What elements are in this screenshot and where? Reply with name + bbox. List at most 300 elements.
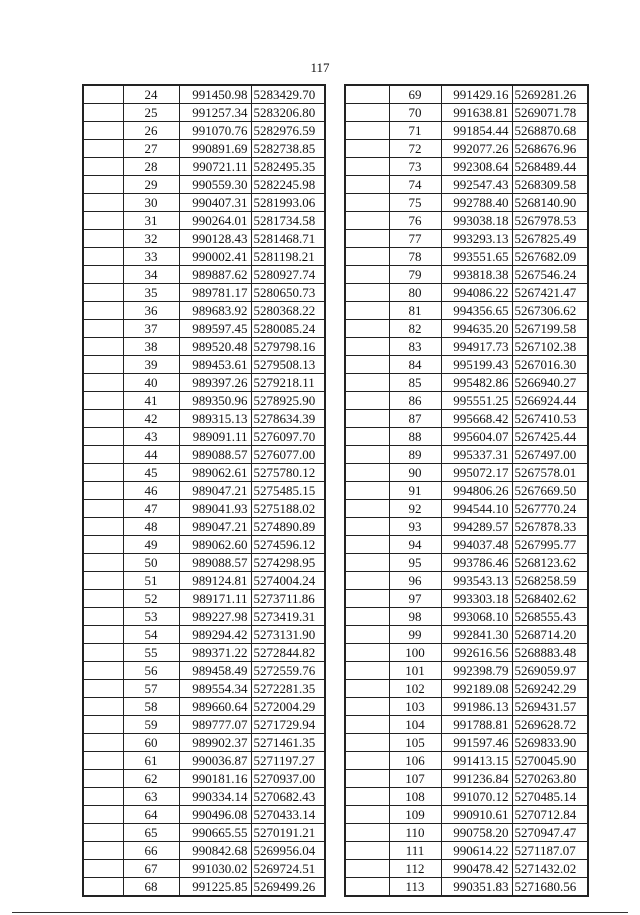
- y-coordinate-cell: 5267410.53: [512, 410, 588, 428]
- empty-cell: [345, 770, 389, 788]
- empty-cell: [83, 140, 123, 158]
- point-number-cell: 60: [123, 734, 179, 752]
- empty-cell: [345, 338, 389, 356]
- empty-cell: [345, 158, 389, 176]
- y-coordinate-cell: 5267425.44: [512, 428, 588, 446]
- empty-cell: [345, 590, 389, 608]
- table-row: [345, 626, 588, 644]
- x-coordinate-cell: 989227.98: [179, 608, 251, 626]
- empty-cell: [345, 608, 389, 626]
- x-coordinate-cell: 995072.17: [441, 464, 512, 482]
- point-number-cell: 70: [389, 104, 441, 122]
- table-row: [83, 140, 325, 158]
- empty-cell: [83, 284, 123, 302]
- x-coordinate-cell: 989554.34: [179, 680, 251, 698]
- empty-cell: [345, 536, 389, 554]
- point-number-cell: 74: [389, 176, 441, 194]
- x-coordinate-cell: 991236.84: [441, 770, 512, 788]
- y-coordinate-cell: 5270263.80: [512, 770, 588, 788]
- x-coordinate-cell: 991257.34: [179, 104, 251, 122]
- y-coordinate-cell: 5267306.62: [512, 302, 588, 320]
- y-coordinate-cell: 5269059.97: [512, 662, 588, 680]
- table-row: [83, 464, 325, 482]
- table-row: [83, 662, 325, 680]
- point-number-cell: 25: [123, 104, 179, 122]
- table-row: [345, 320, 588, 338]
- empty-cell: [345, 824, 389, 842]
- empty-cell: [345, 878, 389, 897]
- x-coordinate-cell: 989453.61: [179, 356, 251, 374]
- table-row: [83, 572, 325, 590]
- point-number-cell: 56: [123, 662, 179, 680]
- table-row: [345, 284, 588, 302]
- y-coordinate-cell: 5272559.76: [251, 662, 325, 680]
- table-row: [345, 158, 588, 176]
- x-coordinate-cell: 991070.12: [441, 788, 512, 806]
- y-coordinate-cell: 5267497.00: [512, 446, 588, 464]
- point-number-cell: 33: [123, 248, 179, 266]
- point-number-cell: 31: [123, 212, 179, 230]
- x-coordinate-cell: 992077.26: [441, 140, 512, 158]
- empty-cell: [345, 788, 389, 806]
- point-number-cell: 106: [389, 752, 441, 770]
- point-number-cell: 79: [389, 266, 441, 284]
- table-row: [345, 572, 588, 590]
- y-coordinate-cell: 5269956.04: [251, 842, 325, 860]
- table-row: [83, 536, 325, 554]
- y-coordinate-cell: 5270045.90: [512, 752, 588, 770]
- table-row: [345, 302, 588, 320]
- x-coordinate-cell: 989660.64: [179, 698, 251, 716]
- empty-cell: [345, 464, 389, 482]
- x-coordinate-cell: 993818.38: [441, 266, 512, 284]
- empty-cell: [345, 374, 389, 392]
- point-number-cell: 82: [389, 320, 441, 338]
- point-number-cell: 50: [123, 554, 179, 572]
- x-coordinate-cell: 994037.48: [441, 536, 512, 554]
- empty-cell: [83, 248, 123, 266]
- x-coordinate-cell: 989171.11: [179, 590, 251, 608]
- y-coordinate-cell: 5267825.49: [512, 230, 588, 248]
- y-coordinate-cell: 5275188.02: [251, 500, 325, 518]
- y-coordinate-cell: 5282976.59: [251, 122, 325, 140]
- point-number-cell: 65: [123, 824, 179, 842]
- table-row: [83, 734, 325, 752]
- point-number-cell: 100: [389, 644, 441, 662]
- x-coordinate-cell: 989088.57: [179, 554, 251, 572]
- table-row: [83, 788, 325, 806]
- point-number-cell: 64: [123, 806, 179, 824]
- table-row: [83, 680, 325, 698]
- point-number-cell: 95: [389, 554, 441, 572]
- point-number-cell: 35: [123, 284, 179, 302]
- x-coordinate-cell: 994917.73: [441, 338, 512, 356]
- point-number-cell: 58: [123, 698, 179, 716]
- point-number-cell: 94: [389, 536, 441, 554]
- empty-cell: [83, 482, 123, 500]
- y-coordinate-cell: 5279218.11: [251, 374, 325, 392]
- point-number-cell: 78: [389, 248, 441, 266]
- y-coordinate-cell: 5274298.95: [251, 554, 325, 572]
- point-number-cell: 98: [389, 608, 441, 626]
- x-coordinate-cell: 994086.22: [441, 284, 512, 302]
- empty-cell: [83, 698, 123, 716]
- y-coordinate-cell: 5279508.13: [251, 356, 325, 374]
- x-coordinate-cell: 990665.55: [179, 824, 251, 842]
- x-coordinate-cell: 989371.22: [179, 644, 251, 662]
- point-number-cell: 97: [389, 590, 441, 608]
- point-number-cell: 93: [389, 518, 441, 536]
- table-row: [345, 176, 588, 194]
- table-row: [83, 266, 325, 284]
- x-coordinate-cell: 995604.07: [441, 428, 512, 446]
- empty-cell: [83, 158, 123, 176]
- empty-cell: [345, 85, 389, 104]
- empty-cell: [345, 410, 389, 428]
- x-coordinate-cell: 995668.42: [441, 410, 512, 428]
- empty-cell: [83, 122, 123, 140]
- y-coordinate-cell: 5281468.71: [251, 230, 325, 248]
- point-number-cell: 103: [389, 698, 441, 716]
- x-coordinate-cell: 995337.31: [441, 446, 512, 464]
- empty-cell: [345, 104, 389, 122]
- y-coordinate-cell: 5267199.58: [512, 320, 588, 338]
- empty-cell: [345, 248, 389, 266]
- empty-cell: [83, 320, 123, 338]
- table-row: [83, 770, 325, 788]
- table-row: [83, 392, 325, 410]
- table-row: [83, 194, 325, 212]
- table-row: [83, 518, 325, 536]
- point-number-cell: 86: [389, 392, 441, 410]
- empty-cell: [345, 230, 389, 248]
- empty-cell: [345, 572, 389, 590]
- empty-cell: [83, 752, 123, 770]
- x-coordinate-cell: 993303.18: [441, 590, 512, 608]
- empty-cell: [83, 194, 123, 212]
- table-row: [83, 644, 325, 662]
- table-row: [83, 482, 325, 500]
- y-coordinate-cell: 5269242.29: [512, 680, 588, 698]
- x-coordinate-cell: 990036.87: [179, 752, 251, 770]
- point-number-cell: 27: [123, 140, 179, 158]
- y-coordinate-cell: 5281734.58: [251, 212, 325, 230]
- y-coordinate-cell: 5274890.89: [251, 518, 325, 536]
- table-row: [345, 212, 588, 230]
- y-coordinate-cell: 5267102.38: [512, 338, 588, 356]
- x-coordinate-cell: 990559.30: [179, 176, 251, 194]
- page-number: 117: [310, 60, 330, 75]
- y-coordinate-cell: 5267978.53: [512, 212, 588, 230]
- table-row: [345, 482, 588, 500]
- x-coordinate-cell: 990478.42: [441, 860, 512, 878]
- y-coordinate-cell: 5274004.24: [251, 572, 325, 590]
- empty-cell: [345, 860, 389, 878]
- empty-cell: [345, 716, 389, 734]
- table-row: [83, 374, 325, 392]
- point-number-cell: 112: [389, 860, 441, 878]
- y-coordinate-cell: 5276077.00: [251, 446, 325, 464]
- point-number-cell: 89: [389, 446, 441, 464]
- table-row: [83, 248, 325, 266]
- x-coordinate-cell: 990614.22: [441, 842, 512, 860]
- y-coordinate-cell: 5267669.50: [512, 482, 588, 500]
- empty-cell: [345, 806, 389, 824]
- table-row: [345, 878, 588, 897]
- y-coordinate-cell: 5267016.30: [512, 356, 588, 374]
- y-coordinate-cell: 5273131.90: [251, 626, 325, 644]
- point-number-cell: 66: [123, 842, 179, 860]
- point-number-cell: 41: [123, 392, 179, 410]
- point-number-cell: 113: [389, 878, 441, 897]
- empty-cell: [83, 428, 123, 446]
- y-coordinate-cell: 5272004.29: [251, 698, 325, 716]
- point-number-cell: 54: [123, 626, 179, 644]
- x-coordinate-cell: 990496.08: [179, 806, 251, 824]
- x-coordinate-cell: 989520.48: [179, 338, 251, 356]
- point-number-cell: 96: [389, 572, 441, 590]
- point-number-cell: 84: [389, 356, 441, 374]
- table-row: [83, 878, 325, 897]
- coordinate-table-left: [82, 84, 326, 897]
- table-row: [83, 842, 325, 860]
- x-coordinate-cell: 990910.61: [441, 806, 512, 824]
- point-number-cell: 30: [123, 194, 179, 212]
- table-row: [83, 806, 325, 824]
- point-number-cell: 105: [389, 734, 441, 752]
- y-coordinate-cell: 5271432.02: [512, 860, 588, 878]
- x-coordinate-cell: 991429.16: [441, 85, 512, 104]
- empty-cell: [345, 266, 389, 284]
- table-row: [83, 284, 325, 302]
- point-number-cell: 102: [389, 680, 441, 698]
- empty-cell: [83, 500, 123, 518]
- x-coordinate-cell: 989902.37: [179, 734, 251, 752]
- empty-cell: [83, 590, 123, 608]
- table-row: [345, 104, 588, 122]
- y-coordinate-cell: 5275485.15: [251, 482, 325, 500]
- point-number-cell: 47: [123, 500, 179, 518]
- x-coordinate-cell: 994544.10: [441, 500, 512, 518]
- y-coordinate-cell: 5270712.84: [512, 806, 588, 824]
- table-row: [345, 860, 588, 878]
- empty-cell: [83, 176, 123, 194]
- x-coordinate-cell: 990351.83: [441, 878, 512, 897]
- point-number-cell: 43: [123, 428, 179, 446]
- point-number-cell: 72: [389, 140, 441, 158]
- point-number-cell: 69: [389, 85, 441, 104]
- empty-cell: [345, 518, 389, 536]
- empty-cell: [83, 104, 123, 122]
- y-coordinate-cell: 5271680.56: [512, 878, 588, 897]
- table-row: [83, 302, 325, 320]
- y-coordinate-cell: 5266924.44: [512, 392, 588, 410]
- empty-cell: [83, 572, 123, 590]
- x-coordinate-cell: 989315.13: [179, 410, 251, 428]
- table-row: [83, 500, 325, 518]
- x-coordinate-cell: 989350.96: [179, 392, 251, 410]
- empty-cell: [345, 842, 389, 860]
- point-number-cell: 24: [123, 85, 179, 104]
- table-row: [83, 626, 325, 644]
- point-number-cell: 37: [123, 320, 179, 338]
- table-row: [83, 176, 325, 194]
- x-coordinate-cell: 989458.49: [179, 662, 251, 680]
- empty-cell: [83, 212, 123, 230]
- table-row: [345, 842, 588, 860]
- y-coordinate-cell: 5270433.14: [251, 806, 325, 824]
- table-row: [83, 320, 325, 338]
- empty-cell: [83, 392, 123, 410]
- empty-cell: [83, 302, 123, 320]
- x-coordinate-cell: 989124.81: [179, 572, 251, 590]
- x-coordinate-cell: 991413.15: [441, 752, 512, 770]
- y-coordinate-cell: 5271197.27: [251, 752, 325, 770]
- table-row: [345, 194, 588, 212]
- x-coordinate-cell: 991597.46: [441, 734, 512, 752]
- y-coordinate-cell: 5273711.86: [251, 590, 325, 608]
- y-coordinate-cell: 5267578.01: [512, 464, 588, 482]
- x-coordinate-cell: 992841.30: [441, 626, 512, 644]
- point-number-cell: 29: [123, 176, 179, 194]
- y-coordinate-cell: 5283429.70: [251, 85, 325, 104]
- x-coordinate-cell: 990002.41: [179, 248, 251, 266]
- empty-cell: [83, 860, 123, 878]
- empty-cell: [83, 536, 123, 554]
- x-coordinate-cell: 995482.86: [441, 374, 512, 392]
- empty-cell: [83, 680, 123, 698]
- point-number-cell: 81: [389, 302, 441, 320]
- y-coordinate-cell: 5268870.68: [512, 122, 588, 140]
- point-number-cell: 73: [389, 158, 441, 176]
- y-coordinate-cell: 5267878.33: [512, 518, 588, 536]
- x-coordinate-cell: 992788.40: [441, 194, 512, 212]
- x-coordinate-cell: 992547.43: [441, 176, 512, 194]
- empty-cell: [83, 644, 123, 662]
- table-row: [83, 356, 325, 374]
- x-coordinate-cell: 992189.08: [441, 680, 512, 698]
- x-coordinate-cell: 990891.69: [179, 140, 251, 158]
- empty-cell: [345, 176, 389, 194]
- point-number-cell: 45: [123, 464, 179, 482]
- x-coordinate-cell: 993068.10: [441, 608, 512, 626]
- y-coordinate-cell: 5271461.35: [251, 734, 325, 752]
- empty-cell: [345, 752, 389, 770]
- y-coordinate-cell: 5267995.77: [512, 536, 588, 554]
- x-coordinate-cell: 991225.85: [179, 878, 251, 897]
- empty-cell: [345, 320, 389, 338]
- point-number-cell: 75: [389, 194, 441, 212]
- table-row: [83, 446, 325, 464]
- point-number-cell: 48: [123, 518, 179, 536]
- x-coordinate-cell: 995551.25: [441, 392, 512, 410]
- empty-cell: [345, 680, 389, 698]
- y-coordinate-cell: 5270937.00: [251, 770, 325, 788]
- table-row: [345, 356, 588, 374]
- point-number-cell: 99: [389, 626, 441, 644]
- empty-cell: [83, 878, 123, 897]
- x-coordinate-cell: 991788.81: [441, 716, 512, 734]
- y-coordinate-cell: 5271187.07: [512, 842, 588, 860]
- x-coordinate-cell: 990842.68: [179, 842, 251, 860]
- table-row: [345, 410, 588, 428]
- empty-cell: [83, 356, 123, 374]
- point-number-cell: 92: [389, 500, 441, 518]
- empty-cell: [345, 122, 389, 140]
- x-coordinate-cell: 990758.20: [441, 824, 512, 842]
- empty-cell: [345, 500, 389, 518]
- y-coordinate-cell: 5268123.62: [512, 554, 588, 572]
- empty-cell: [345, 734, 389, 752]
- point-number-cell: 51: [123, 572, 179, 590]
- empty-cell: [345, 482, 389, 500]
- point-number-cell: 40: [123, 374, 179, 392]
- y-coordinate-cell: 5270947.47: [512, 824, 588, 842]
- table-row: [83, 590, 325, 608]
- y-coordinate-cell: 5270191.21: [251, 824, 325, 842]
- table-row: [83, 122, 325, 140]
- point-number-cell: 88: [389, 428, 441, 446]
- table-row: [345, 662, 588, 680]
- empty-cell: [83, 518, 123, 536]
- empty-cell: [83, 716, 123, 734]
- y-coordinate-cell: 5269071.78: [512, 104, 588, 122]
- y-coordinate-cell: 5266940.27: [512, 374, 588, 392]
- point-number-cell: 90: [389, 464, 441, 482]
- y-coordinate-cell: 5267421.47: [512, 284, 588, 302]
- y-coordinate-cell: 5268309.58: [512, 176, 588, 194]
- table-row: [345, 122, 588, 140]
- x-coordinate-cell: 991450.98: [179, 85, 251, 104]
- x-coordinate-cell: 989294.42: [179, 626, 251, 644]
- empty-cell: [83, 85, 123, 104]
- empty-cell: [83, 554, 123, 572]
- empty-cell: [83, 446, 123, 464]
- table-row: [83, 608, 325, 626]
- table-row: [345, 536, 588, 554]
- x-coordinate-cell: 993551.65: [441, 248, 512, 266]
- point-number-cell: 77: [389, 230, 441, 248]
- y-coordinate-cell: 5274596.12: [251, 536, 325, 554]
- table-row: [83, 338, 325, 356]
- y-coordinate-cell: 5270485.14: [512, 788, 588, 806]
- empty-cell: [345, 554, 389, 572]
- table-row: [345, 716, 588, 734]
- empty-cell: [83, 266, 123, 284]
- table-row: [345, 85, 588, 104]
- empty-cell: [345, 428, 389, 446]
- empty-cell: [345, 356, 389, 374]
- y-coordinate-cell: 5269281.26: [512, 85, 588, 104]
- table-row: [345, 644, 588, 662]
- table-row: [345, 698, 588, 716]
- y-coordinate-cell: 5280650.73: [251, 284, 325, 302]
- empty-cell: [83, 338, 123, 356]
- table-row: [345, 266, 588, 284]
- table-row: [345, 428, 588, 446]
- table-row: [345, 230, 588, 248]
- x-coordinate-cell: 990721.11: [179, 158, 251, 176]
- x-coordinate-cell: 991070.76: [179, 122, 251, 140]
- point-number-cell: 44: [123, 446, 179, 464]
- point-number-cell: 68: [123, 878, 179, 897]
- empty-cell: [345, 644, 389, 662]
- point-number-cell: 59: [123, 716, 179, 734]
- y-coordinate-cell: 5268402.62: [512, 590, 588, 608]
- table-row: [345, 680, 588, 698]
- y-coordinate-cell: 5270682.43: [251, 788, 325, 806]
- point-number-cell: 87: [389, 410, 441, 428]
